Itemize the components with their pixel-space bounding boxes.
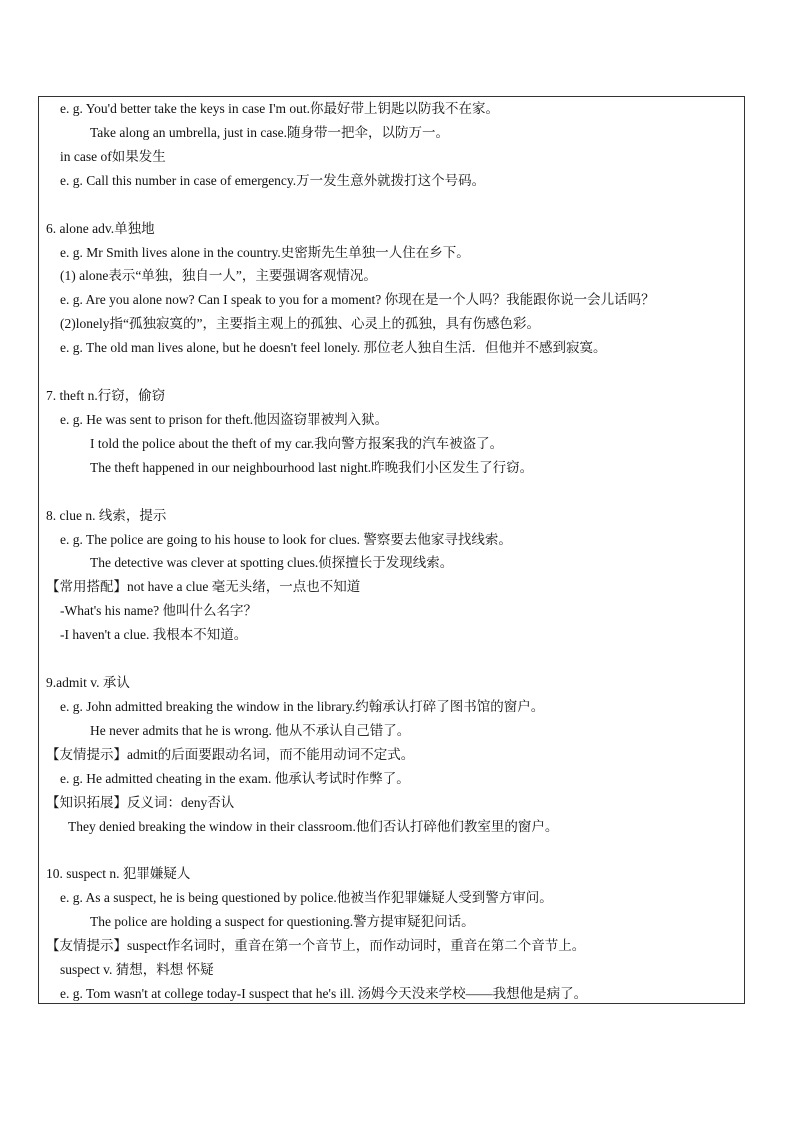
entry-heading: 9.admit v. 承认 — [46, 675, 130, 690]
text-line: e. g. Call this number in case of emergency.万一发生意外就拨打这个号码。 — [60, 173, 486, 188]
text-line: e. g. As a suspect, he is being questioned by police.他被当作犯罪嫌疑人受到警方审问。 — [60, 890, 553, 905]
tip-line: 【友情提示】suspect作名词时，重音在第一个音节上，而作动词时，重音在第二个音节上。 — [46, 938, 586, 953]
text-line: (1) alone表示“单独，独自一人”，主要强调客观情况。 — [60, 268, 377, 283]
entry-heading: 7. theft n.行窃，偷窃 — [46, 388, 166, 403]
text-line: e. g. The police are going to his house to look for clues. 警察要去他家寻找线索。 — [60, 532, 512, 547]
text-line: suspect v. 猜想，料想 怀疑 — [60, 962, 214, 977]
text-line: Take along an umbrella, just in case.随身带一把伞，以防万一。 — [90, 125, 449, 140]
text-line: e. g. The old man lives alone, but he doesn't feel lonely. 那位老人独自生活．但他并不感到寂寞。 — [60, 340, 607, 355]
tip-line: 【知识拓展】反义词：deny否认 — [46, 795, 235, 810]
text-line: The detective was clever at spotting clues.侦探擅长于发现线索。 — [90, 555, 454, 570]
text-line: -What's his name? 他叫什么名字？ — [60, 603, 258, 618]
text-line: e. g. John admitted breaking the window in the library.约翰承认打碎了图书馆的窗户。 — [60, 699, 545, 714]
text-line: The police are holding a suspect for questioning.警方提审疑犯问话。 — [90, 914, 475, 929]
text-line: They denied breaking the window in their classroom.他们否认打碎他们教室里的窗户。 — [68, 819, 559, 834]
text-line: e. g. You'd better take the keys in case I'm out.你最好带上钥匙以防我不在家。 — [60, 101, 500, 116]
text-line: e. g. He was sent to prison for theft.他因盗窃罪被判入狱。 — [60, 412, 389, 427]
text-line: -I haven't a clue. 我根本不知道。 — [60, 627, 248, 642]
text-line: e. g. He admitted cheating in the exam. 他承认考试时作弊了。 — [60, 771, 410, 786]
text-line: He never admits that he is wrong. 他从不承认自己错了。 — [90, 723, 411, 738]
text-line: e. g. Tom wasn't at college today-I suspect that he's ill. 汤姆今天没来学校——我想他是病了。 — [60, 986, 588, 1001]
text-line: The theft happened in our neighbourhood last night.昨晚我们小区发生了行窃。 — [90, 460, 534, 475]
tip-line: 【常用搭配】not have a clue 毫无头绪，一点也不知道 — [46, 579, 361, 594]
text-line: (2)lonely指“孤独寂寞的”，主要指主观上的孤独、心灵上的孤独，具有伤感色彩。 — [60, 316, 540, 331]
tip-line: 【友情提示】admit的后面要跟动名词，而不能用动词不定式。 — [46, 747, 415, 762]
entry-heading: 8. clue n. 线索，提示 — [46, 508, 167, 523]
text-line: in case of如果发生 — [60, 149, 166, 164]
text-line: e. g. Are you alone now? Can I speak to you for a moment? 你现在是一个人吗？我能跟你说一会儿话吗？ — [60, 292, 655, 307]
entry-heading: 6. alone adv.单独地 — [46, 221, 155, 236]
text-line: e. g. Mr Smith lives alone in the country.史密斯先生单独一人住在乡下。 — [60, 245, 470, 260]
entry-heading: 10. suspect n. 犯罪嫌疑人 — [46, 866, 191, 881]
text-line: I told the police about the theft of my car.我向警方报案我的汽车被盗了。 — [90, 436, 504, 451]
